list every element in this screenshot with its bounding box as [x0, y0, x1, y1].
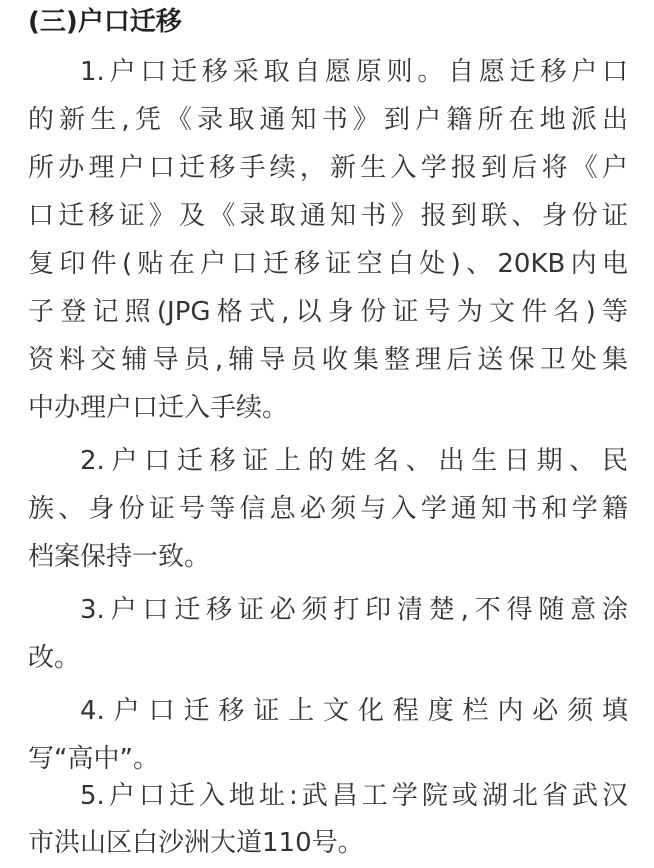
paragraph-5-line-1: 5.户口迁入地址:武昌工学院或湖北省武汉	[80, 781, 628, 811]
paragraph-3-line-2: 改。	[28, 643, 81, 673]
paragraph-1-line-6: 子登记照(JPG格式,以身份证号为文件名)等	[28, 297, 628, 327]
paragraph-3-line-1: 3.户口迁移证必须打印清楚,不得随意涂	[80, 595, 628, 625]
section-heading: (三)户口迁移	[28, 7, 182, 37]
paragraph-2-line-1: 2.户口迁移证上的姓名、出生日期、民	[80, 446, 628, 476]
paragraph-1-line-4: 口迁移证》及《录取通知书》报到联、身份证	[28, 201, 628, 231]
paragraph-1-line-7: 资料交辅导员,辅导员收集整理后送保卫处集	[28, 345, 628, 375]
paragraph-1-line-8: 中办理户口迁入手续。	[28, 393, 289, 423]
paragraph-1-line-2: 的新生,凭《录取通知书》到户籍所在地派出	[28, 105, 628, 135]
paragraph-4-line-1: 4.户口迁移证上文化程度栏内必须填	[80, 696, 628, 726]
paragraph-5-line-2: 市洪山区白沙洲大道110号。	[28, 828, 364, 858]
paragraph-1-line-5: 复印件(贴在户口迁移证空白处)、20KB内电	[28, 249, 628, 279]
paragraph-4-line-2: 写“高中”。	[28, 744, 159, 774]
paragraph-2-line-3: 档案保持一致。	[28, 542, 211, 572]
paragraph-1-line-1: 1.户口迁移采取自愿原则。自愿迁移户口	[80, 57, 628, 87]
paragraph-1-line-3: 所办理户口迁移手续，新生入学报到后将《户	[28, 153, 628, 183]
paragraph-2-line-2: 族、身份证号等信息必须与入学通知书和学籍	[28, 494, 628, 524]
